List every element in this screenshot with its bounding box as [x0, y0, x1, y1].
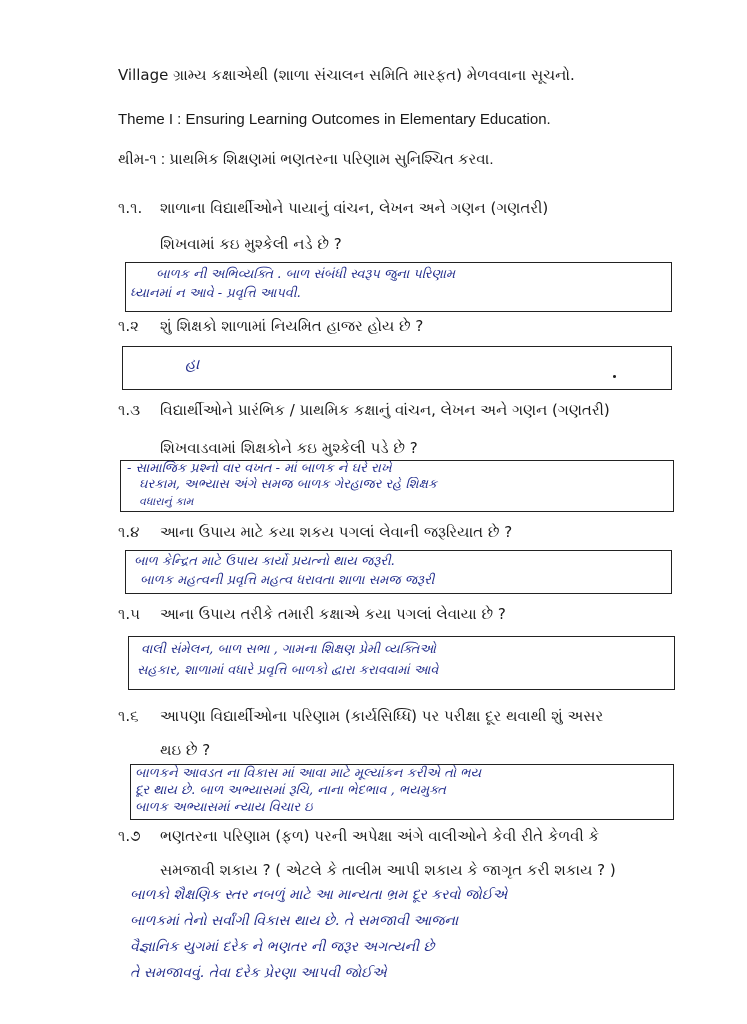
question-1-2	[118, 316, 707, 336]
handwritten-answer-line: બાળક અભ્યાસમાં ન્યાય વિચાર ઇ	[135, 800, 313, 815]
answer-box-1-3	[120, 460, 674, 512]
question-text: શું શિક્ષકો શાળામાં નિયમિત હાજર હોય છે ?	[160, 317, 424, 335]
question-number: ૧.૫	[118, 605, 140, 623]
handwritten-answer-line: - સામાજિક પ્રશ્નો વાર વખત - માં બાળક ને ઘરે રાખે	[127, 461, 392, 476]
question-text: ભણતરના પરિણામ (ફળ) પરની અપેક્ષા અંગે વાલીઓને કેવી રીતે કેળવી કે	[160, 827, 600, 845]
handwritten-answer-line: બાળક મહત્વની પ્રવૃત્તિ મહત્વ ધરાવતા શાળા સમજ જરૂરી	[140, 573, 435, 588]
question-text: આપણા વિદ્યાર્થીઓના પરિણામ (કાર્યસિધ્ધિ) પર પરીક્ષા દૂર થવાથી શું અસર	[160, 707, 604, 725]
handwritten-answer-line: વધારાનું કામ	[139, 495, 194, 508]
question-text: આના ઉપાય માટે કયા શકય પગલાં લેવાની જરૂરિયાત છે ?	[160, 523, 513, 541]
ink-dot	[613, 375, 616, 378]
handwritten-answer-line: બાળકો શૈક્ષણિક સ્તર નબળું માટે આ માન્યતા ભ્રમ દૂર કરવો જોઈએ	[130, 887, 508, 903]
theme-gujarati: થીમ-૧ : પ્રાથમિક શિક્ષણમાં ભણતરના પરિણામ સુનિશ્ચિત કરવા.	[118, 151, 494, 168]
question-number: ૧.૩	[118, 401, 141, 419]
question-number: ૧.૬	[118, 707, 139, 725]
handwritten-answer-line: હા	[185, 355, 200, 373]
answer-box-1-6	[130, 764, 674, 820]
question-text: શાળાના વિદ્યાર્થીઓને પાયાનું વાંચન, લેખન અને ગણન (ગણતરી)	[160, 199, 549, 217]
handwritten-answer-line: સહકાર, શાળામાં વધારે પ્રવૃત્તિ બાળકો દ્વારા કરાવવામાં આવે	[137, 663, 439, 678]
handwritten-answer-line: બાળકને આવડત ના વિકાસ માં આવા માટે મૂલ્યાંકન કરીએ તો ભય	[135, 766, 482, 781]
question-number: ૧.૨	[118, 317, 139, 335]
theme-english: Theme I : Ensuring Learning Outcomes in Elementary Education.	[118, 111, 551, 128]
handwritten-answer-line: વૈજ્ઞાનિક યુગમાં દરેક ને ભણતર ની જરૂર અગત્યની છે	[130, 939, 435, 955]
handwritten-answer-line: દૂર થાય છે. બાળ અભ્યાસમાં રૂચિ, નાના ભેદભાવ , ભયમુક્ત	[135, 783, 446, 798]
handwritten-answer-line: ધ્યાનમાં ન આવે - પ્રવૃત્તિ આપવી.	[130, 286, 301, 301]
question-text: વિદ્યાર્થીઓને પ્રારંભિક / પ્રાથમિક કક્ષાનું વાંચન, લેખન અને ગણન (ગણતરી)	[160, 401, 610, 419]
question-1-5	[118, 604, 707, 624]
question-text-continued: સમજાવી શકાય ? ( એટલે કે તાલીમ આપી શકાય કે જાગૃત કરી શકાય ? )	[160, 861, 616, 879]
question-1-3	[118, 400, 707, 420]
question-1-6	[118, 706, 707, 726]
answer-box-1-1	[125, 262, 672, 312]
handwritten-answer-line: બાળ કેન્દ્રિત માટે ઉપાય કાર્યો પ્રયત્નો થાય જરૂરી.	[134, 554, 395, 569]
question-number: ૧.૭	[118, 827, 141, 845]
handwritten-answer-line: બાળકમાં તેનો સર્વાંગી વિકાસ થાય છે. તે સમજાવી આજના	[130, 913, 459, 929]
document-title: Village ગ્રામ્ય કક્ષાએથી (શાળા સંચાલન સમિતિ મારફત) મેળવવાના સૂચનો.	[118, 66, 575, 84]
handwritten-answer-line: ઘરકામ, અભ્યાસ અંગે સમજ બાળક ગેરહાજર રહે શિક્ષક	[139, 477, 438, 492]
question-text-continued: શિખવામાં કઇ મુશ્કેલી નડે છે ?	[160, 235, 342, 253]
question-text-continued: શિખવાડવામાં શિક્ષકોને કઇ મુશ્કેલી પડે છે ?	[160, 439, 418, 457]
question-1-7	[118, 826, 707, 846]
handwritten-answer-line: તે સમજાવવું. તેવા દરેક પ્રેરણા આપવી જોઈએ	[130, 965, 387, 981]
question-1-4	[118, 522, 707, 542]
answer-box-1-2	[122, 346, 672, 390]
question-1-1	[118, 198, 707, 218]
handwritten-answer-line: વાલી સંમેલન, બાળ સભા , ગામના શિક્ષણ પ્રેમી વ્યક્તિઓ	[141, 642, 436, 657]
question-number: ૧.૧.	[118, 199, 143, 217]
question-text-continued: થઇ છે ?	[160, 741, 211, 759]
handwritten-answer-line: બાળક ની અભિવ્યક્તિ . બાળ સંબંધી સ્વરૂપ જુના પરિણામ	[156, 267, 456, 282]
answer-box-1-4	[125, 550, 672, 594]
answer-box-1-5	[128, 636, 675, 690]
question-text: આના ઉપાય તરીકે તમારી કક્ષાએ કયા પગલાં લેવાયા છે ?	[160, 605, 506, 623]
question-number: ૧.૪	[118, 523, 140, 541]
